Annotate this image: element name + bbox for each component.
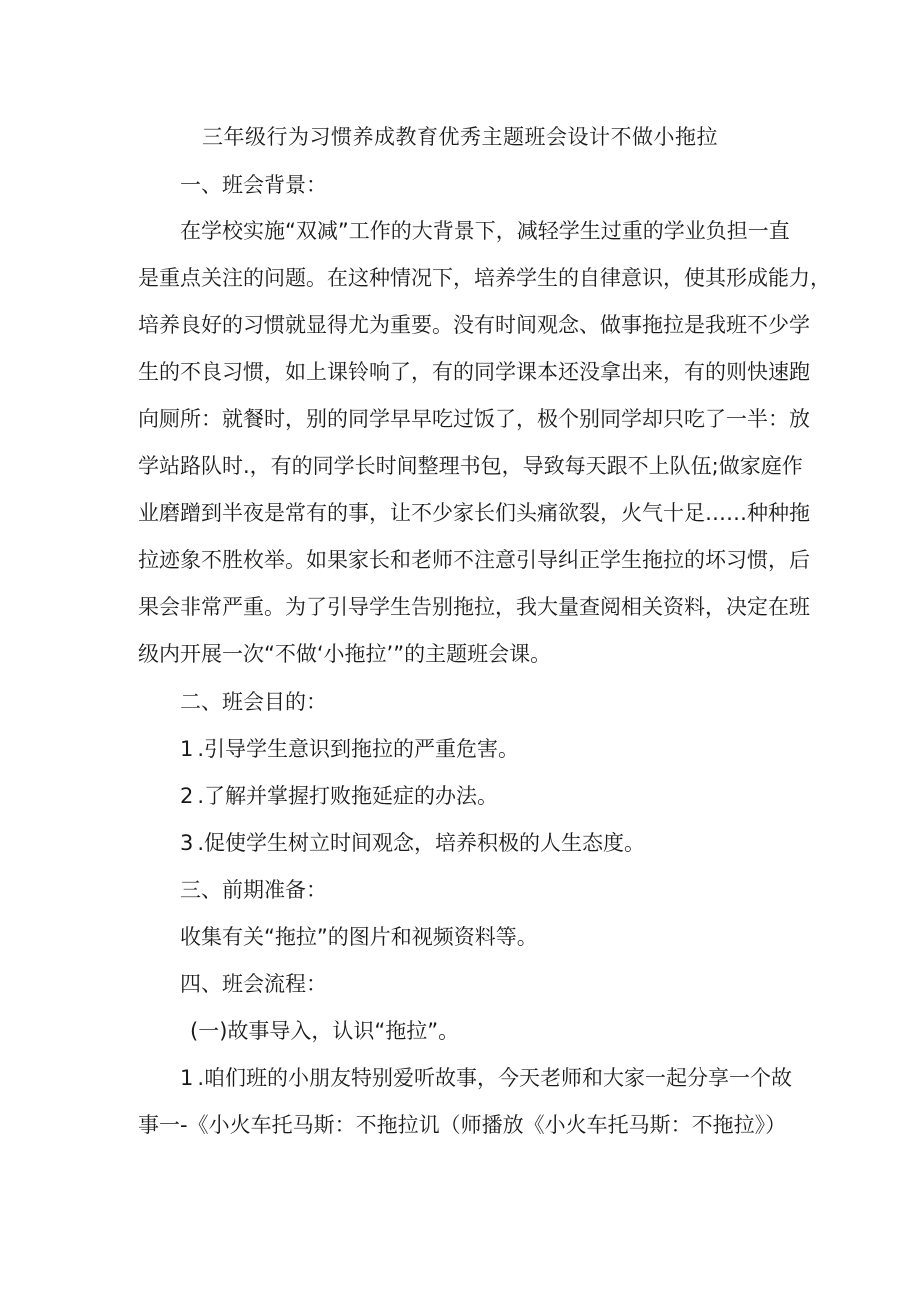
paragraph-line: 级内开展一次“不做‘小拖拉’”的主题班会课。 [138,642,552,666]
paragraph-line: 在学校实施“双减”工作的大背景下，减轻学生过重的学业负担一直 [180,219,790,243]
list-item [180,736,519,762]
section-heading-purpose: 二、班会目的： [180,690,327,714]
list-item [180,1065,793,1091]
list-item [180,830,645,856]
paragraph-line: 向厕所：就餐时，别的同学早早吃过饭了，极个别同学却只吃了一半：放 [138,407,810,431]
paragraph-line: 是重点关注的问题。在这种情况下，培养学生的自律意识，使其形成能力， [138,266,831,290]
list-item-text: .咱们班的小朋友特别爱听故事，今天老师和大家一起分享一个故 [197,1066,793,1090]
list-item-text: .促使学生树立时间观念，培养积极的人生态度。 [197,831,646,855]
preparation-text: 收集有关“拖拉”的图片和视频资料等。 [180,925,538,949]
document-title: 三年级行为习惯养成教育优秀主题班会设计不做小拖拉 [202,125,718,149]
paragraph-line: 拉迹象不胜枚举。如果家长和老师不注意引导纠正学生拖拉的坏习惯，后 [138,548,810,572]
paragraph-line: 业磨蹭到半夜是常有的事，让不少家长们头痛欲裂，火气十足……种种拖 [138,501,810,525]
paragraph-line: 果会非常严重。为了引导学生告别拖拉，我大量查阅相关资料，决定在班 [138,595,810,619]
section-heading-background: 一、班会背景： [180,173,327,197]
list-item-text: .引导学生意识到拖拉的严重危害。 [197,737,520,761]
list-item-text: .了解并掌握打败拖延症的办法。 [197,784,499,808]
paragraph-line: 学站路队时.，有的同学长时间整理书包，导致每天跟不上队伍;做家庭作 [138,454,803,478]
list-item-number: 3 [180,831,198,855]
section-heading-preparation: 三、前期准备： [180,878,327,902]
paragraph-line: 生的不良习惯，如上课铃响了，有的同学课本还没拿出来，有的则快速跑 [138,360,810,384]
list-item-number: 2 [180,784,198,808]
section-heading-process: 四、班会流程： [180,972,327,996]
list-item-number: 1 [180,737,198,761]
list-item [180,783,498,809]
subsection-heading: (一)故事导入，认识“拖拉”。 [190,1019,460,1043]
list-item-number: 1 [180,1066,198,1090]
paragraph-line: 事一-《小火车托马斯：不拖拉讥（师播放《小火车托马斯：不拖拉》） [138,1113,787,1137]
paragraph-line: 培养良好的习惯就显得尤为重要。没有时间观念、做事拖拉是我班不少学 [138,313,810,337]
